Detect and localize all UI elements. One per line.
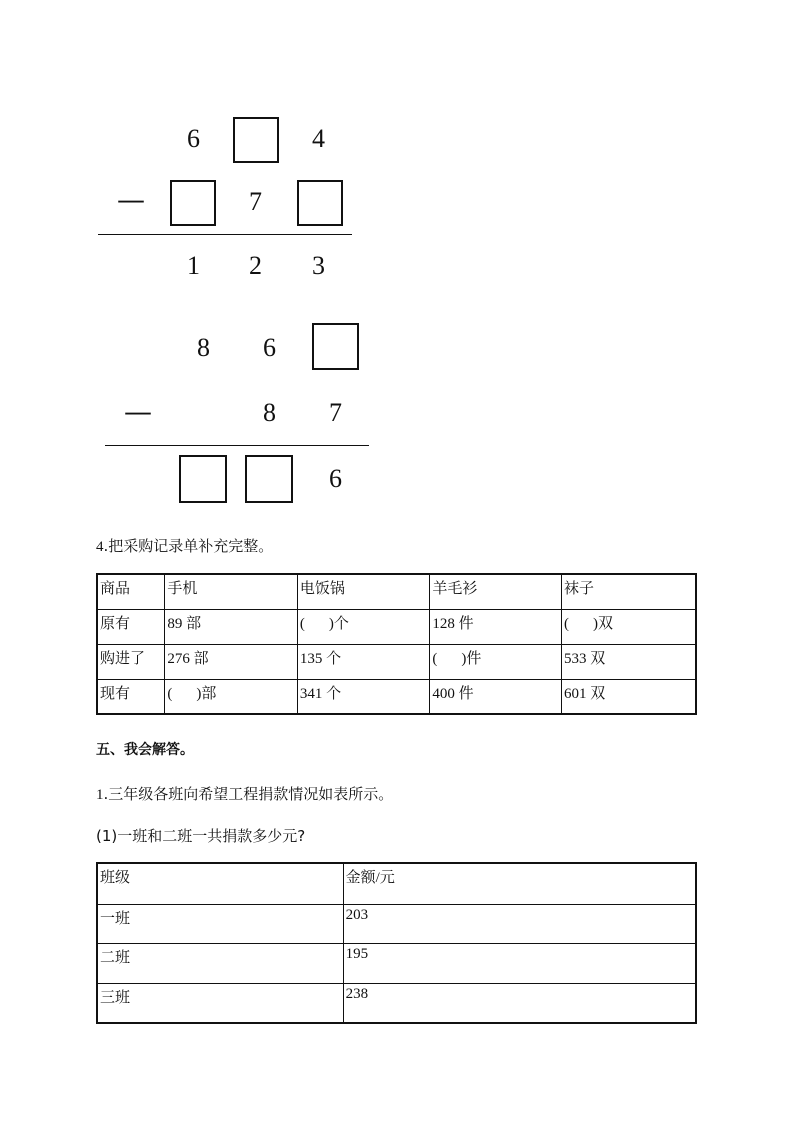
digit: 2 <box>249 251 262 280</box>
digit: 1 <box>187 251 200 280</box>
row-label: 现有 <box>97 679 165 714</box>
cell-value: 135 个 <box>299 650 342 667</box>
digit: 7 <box>329 398 342 427</box>
cell-value: 128 件 <box>432 615 474 632</box>
open-paren: ( <box>299 615 305 632</box>
question-text: .把采购记录单补充完整。 <box>103 537 274 555</box>
digit: 6 <box>329 464 342 493</box>
cell-value: 89 部 <box>167 615 202 632</box>
sub-question: (1)一班和二班一共捐款多少元? <box>96 827 306 845</box>
table-header-cell: 袜子 <box>561 574 696 609</box>
digit: 3 <box>312 251 325 280</box>
close-paren-unit: )双 <box>592 615 613 632</box>
table-header-cell: 手机 <box>165 574 298 609</box>
close-paren-unit: )部 <box>196 685 217 702</box>
table-cell-blank[interactable] <box>165 679 298 714</box>
answer-box[interactable] <box>312 323 359 370</box>
table-row <box>97 644 696 679</box>
question-text: .三年级各班向希望工程捐款情况如表所示。 <box>103 785 394 803</box>
table-cell <box>561 644 696 679</box>
table-header-cell: 金额/元 <box>343 863 696 904</box>
table-header-row <box>97 574 696 609</box>
row-label: 原有 <box>97 609 165 644</box>
sum-line <box>98 234 352 235</box>
table-cell: 三班 <box>97 983 343 1023</box>
cell-value: 341 个 <box>299 685 342 702</box>
open-paren: ( <box>563 615 569 632</box>
table-cell <box>561 679 696 714</box>
digit: 6 <box>187 124 200 153</box>
open-paren: ( <box>167 685 173 702</box>
table-cell-blank[interactable] <box>297 609 430 644</box>
table-cell: 一班 <box>97 904 343 943</box>
table-cell <box>297 679 430 714</box>
answer-box[interactable] <box>233 117 279 163</box>
table-cell <box>297 644 430 679</box>
table-header-cell: 电饭锅 <box>297 574 430 609</box>
cell-value: 400 件 <box>432 685 474 702</box>
question-number: 1 <box>96 787 104 803</box>
table-header-row <box>97 863 696 904</box>
table-cell: 203 <box>343 904 696 943</box>
table-header-cell: 商品 <box>97 574 165 609</box>
table-cell-blank[interactable] <box>561 609 696 644</box>
cell-value: 533 双 <box>563 650 606 667</box>
cell-value: 601 双 <box>563 685 606 702</box>
table-cell: 二班 <box>97 943 343 983</box>
digit: 4 <box>312 124 325 153</box>
table-header-cell: 班级 <box>97 863 343 904</box>
digit: 7 <box>249 187 262 216</box>
table-header-cell: 羊毛衫 <box>430 574 562 609</box>
digit: 8 <box>263 398 276 427</box>
question-4 <box>96 536 273 557</box>
answer-box[interactable] <box>179 455 227 503</box>
section-title: 五、我会解答。 <box>96 742 194 758</box>
table-cell <box>165 609 298 644</box>
answer-box[interactable] <box>297 180 343 226</box>
row-label: 购进了 <box>97 644 165 679</box>
close-paren-unit: )件 <box>461 650 482 667</box>
table-cell: 238 <box>343 983 696 1023</box>
answer-box[interactable] <box>245 455 293 503</box>
table-cell: 195 <box>343 943 696 983</box>
table-row <box>97 904 696 943</box>
table-row <box>97 609 696 644</box>
sum-line <box>105 445 369 446</box>
minus-sign: — <box>124 395 152 428</box>
table-row <box>97 943 696 983</box>
table-row <box>97 983 696 1023</box>
minus-sign: — <box>117 183 145 216</box>
table-row <box>97 679 696 714</box>
answer-box[interactable] <box>170 180 216 226</box>
question-1 <box>96 784 393 805</box>
purchase-table <box>96 573 697 715</box>
open-paren: ( <box>432 650 438 667</box>
digit: 8 <box>197 333 210 362</box>
close-paren-unit: )个 <box>328 615 349 632</box>
cell-value: 276 部 <box>167 650 209 667</box>
question-number: 4 <box>96 539 104 555</box>
table-cell <box>430 609 562 644</box>
digit: 6 <box>263 333 276 362</box>
table-cell-blank[interactable] <box>430 644 562 679</box>
table-cell <box>165 644 298 679</box>
donation-table <box>96 862 697 1024</box>
table-cell <box>430 679 562 714</box>
